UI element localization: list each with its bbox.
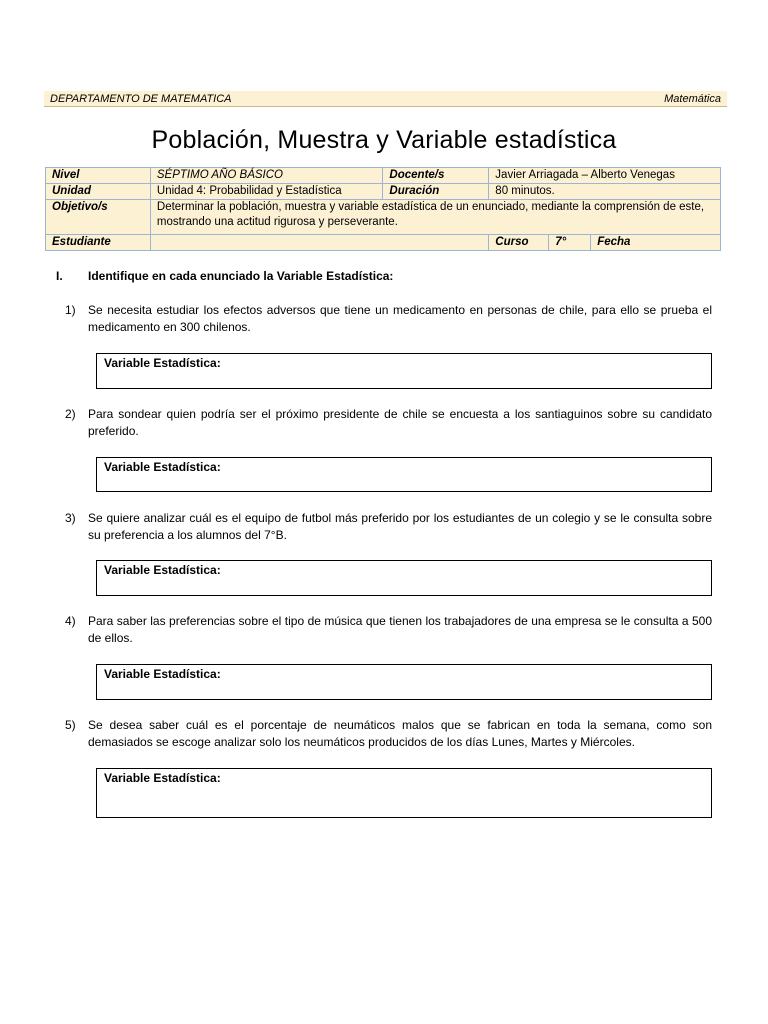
answer-label: Variable Estadística: — [104, 667, 221, 681]
answer-label: Variable Estadística: — [104, 460, 221, 474]
question-1 — [60, 302, 712, 336]
question-4 — [60, 613, 712, 647]
estudiante-label: Estudiante — [46, 234, 151, 250]
nivel-value: SÉPTIMO AÑO BÁSICO — [150, 168, 383, 184]
question-text: Se necesita estudiar los efectos adversos que tiene un medicamento en personas de chile, para ello se prueba el medicamento en 300 chilenos. — [88, 303, 712, 334]
docente-value: Javier Arriagada – Alberto Venegas — [489, 168, 721, 184]
answer-label: Variable Estadística: — [104, 771, 221, 785]
fecha-label: Fecha — [591, 234, 721, 250]
question-5 — [60, 717, 712, 751]
unidad-value: Unidad 4: Probabilidad y Estadística — [150, 184, 383, 200]
question-2 — [60, 406, 712, 440]
question-3 — [60, 510, 712, 544]
question-text: Para sondear quien podría ser el próximo presidente de chile se encuesta a los santiaguinos sobre su candidato preferido. — [88, 407, 712, 438]
curso-label: Curso — [489, 234, 549, 250]
estudiante-field[interactable] — [150, 234, 488, 250]
question-text: Se desea saber cuál es el porcentaje de neumáticos malos que se fabrican en toda la semana, como son demasiados se escoge analizar solo los neumáticos producidos de los días Lunes, Martes y Miércoles. — [88, 718, 712, 749]
answer-box-1[interactable] — [96, 353, 712, 389]
answer-box-2[interactable] — [96, 457, 712, 492]
answer-box-4[interactable] — [96, 664, 712, 700]
section-instruction: Identifique en cada enunciado la Variable Estadística: — [88, 269, 394, 283]
section-number: I. — [56, 269, 63, 283]
department-name: DEPARTAMENTO DE MATEMATICA — [50, 93, 232, 105]
answer-box-5[interactable] — [96, 768, 712, 818]
unidad-label: Unidad — [46, 184, 151, 200]
duracion-label: Duración — [383, 184, 489, 200]
question-number: 3) — [65, 511, 76, 525]
question-number: 5) — [65, 718, 76, 732]
docente-label: Docente/s — [383, 168, 489, 184]
header-bar — [44, 91, 727, 107]
duracion-value: 80 minutos. — [489, 184, 721, 200]
nivel-label: Nivel — [46, 168, 151, 184]
subject-name: Matemática — [664, 93, 721, 105]
question-text: Para saber las preferencias sobre el tipo de música que tienen los trabajadores de una empresa se le consulta a 500 de ellos. — [88, 614, 712, 645]
objetivo-value: Determinar la población, muestra y variable estadística de un enunciado, mediante la comprensión de este, mostrando una actitud rigurosa y perseverante. — [150, 200, 720, 234]
answer-label: Variable Estadística: — [104, 563, 221, 577]
info-table — [45, 167, 721, 251]
objetivo-label: Objetivo/s — [46, 200, 151, 234]
answer-box-3[interactable] — [96, 560, 712, 596]
curso-value: 7° — [549, 234, 591, 250]
question-text: Se quiere analizar cuál es el equipo de futbol más preferido por los estudiantes de un colegio y se le consulta sobre su preferencia a los alumnos del 7°B. — [88, 511, 712, 542]
answer-label: Variable Estadística: — [104, 356, 221, 370]
question-number: 4) — [65, 614, 76, 628]
page-title: Población, Muestra y Variable estadística — [151, 126, 617, 154]
question-number: 1) — [65, 303, 76, 317]
question-number: 2) — [65, 407, 76, 421]
